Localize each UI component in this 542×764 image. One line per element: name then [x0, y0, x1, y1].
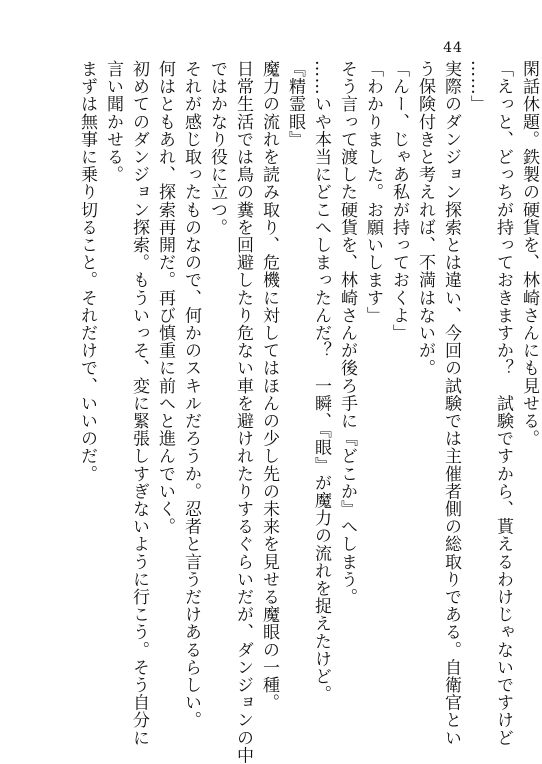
text-line: ではかなり役に立つ。: [207, 60, 227, 236]
text-line: 「えっと、どっちが持っておきますか？ 試験ですから、貰えるわけじゃないですけど: [493, 60, 513, 747]
vertical-text-block: [74, 60, 542, 764]
text-line: 「んー、じゃあ私が持っておくよ」: [389, 60, 409, 342]
text-line: それが感じ取ったものなので、何かのスキルだろうか。忍者と言うだけあるらしい。: [181, 60, 201, 729]
text-line: 『精霊眼』: [285, 60, 305, 148]
text-line: 日常生活では鳥の糞を回避したり危ない車を避けれたりするぐらいだが、ダンジョンの中: [233, 60, 253, 764]
text-line: う保険付きと考えれば、不満はないが。: [415, 60, 435, 377]
page-number: 44: [443, 40, 463, 56]
text-line: ……いや本当にどこへしまったんだ？ 一瞬、『眼』が魔力の流れを捉えたけど。: [311, 60, 331, 703]
text-line: 実際のダンジョン探索とは違い、今回の試験では主催者側の総取りである。自衛官とい: [441, 60, 461, 747]
text-line: 閑話休題。鉄製の硬貨を、林崎さんにも見せる。: [519, 60, 539, 448]
text-line: そう言って渡した硬貨を、林崎さんが後ろ手に『どこか』へしまう。: [337, 60, 357, 606]
text-line: 言い聞かせる。: [103, 60, 123, 184]
text-line: ……」: [467, 60, 487, 113]
text-line: 魔力の流れを読み取り、危機に対してはほんの少し先の未来を見せる魔眼の一種。: [259, 60, 279, 712]
text-line: 「わかりました。お願いします」: [363, 60, 383, 324]
text-line: まずは無事に乗り切ること。それだけで、いいのだ。: [77, 60, 97, 483]
text-line: 何はともあれ、探索再開だ。再び慎重に前へと進んでいく。: [155, 60, 175, 536]
text-line: 初めてのダンジョン探索。もういっそ、変に緊張しすぎないように行こう。そう自分に: [129, 60, 149, 747]
